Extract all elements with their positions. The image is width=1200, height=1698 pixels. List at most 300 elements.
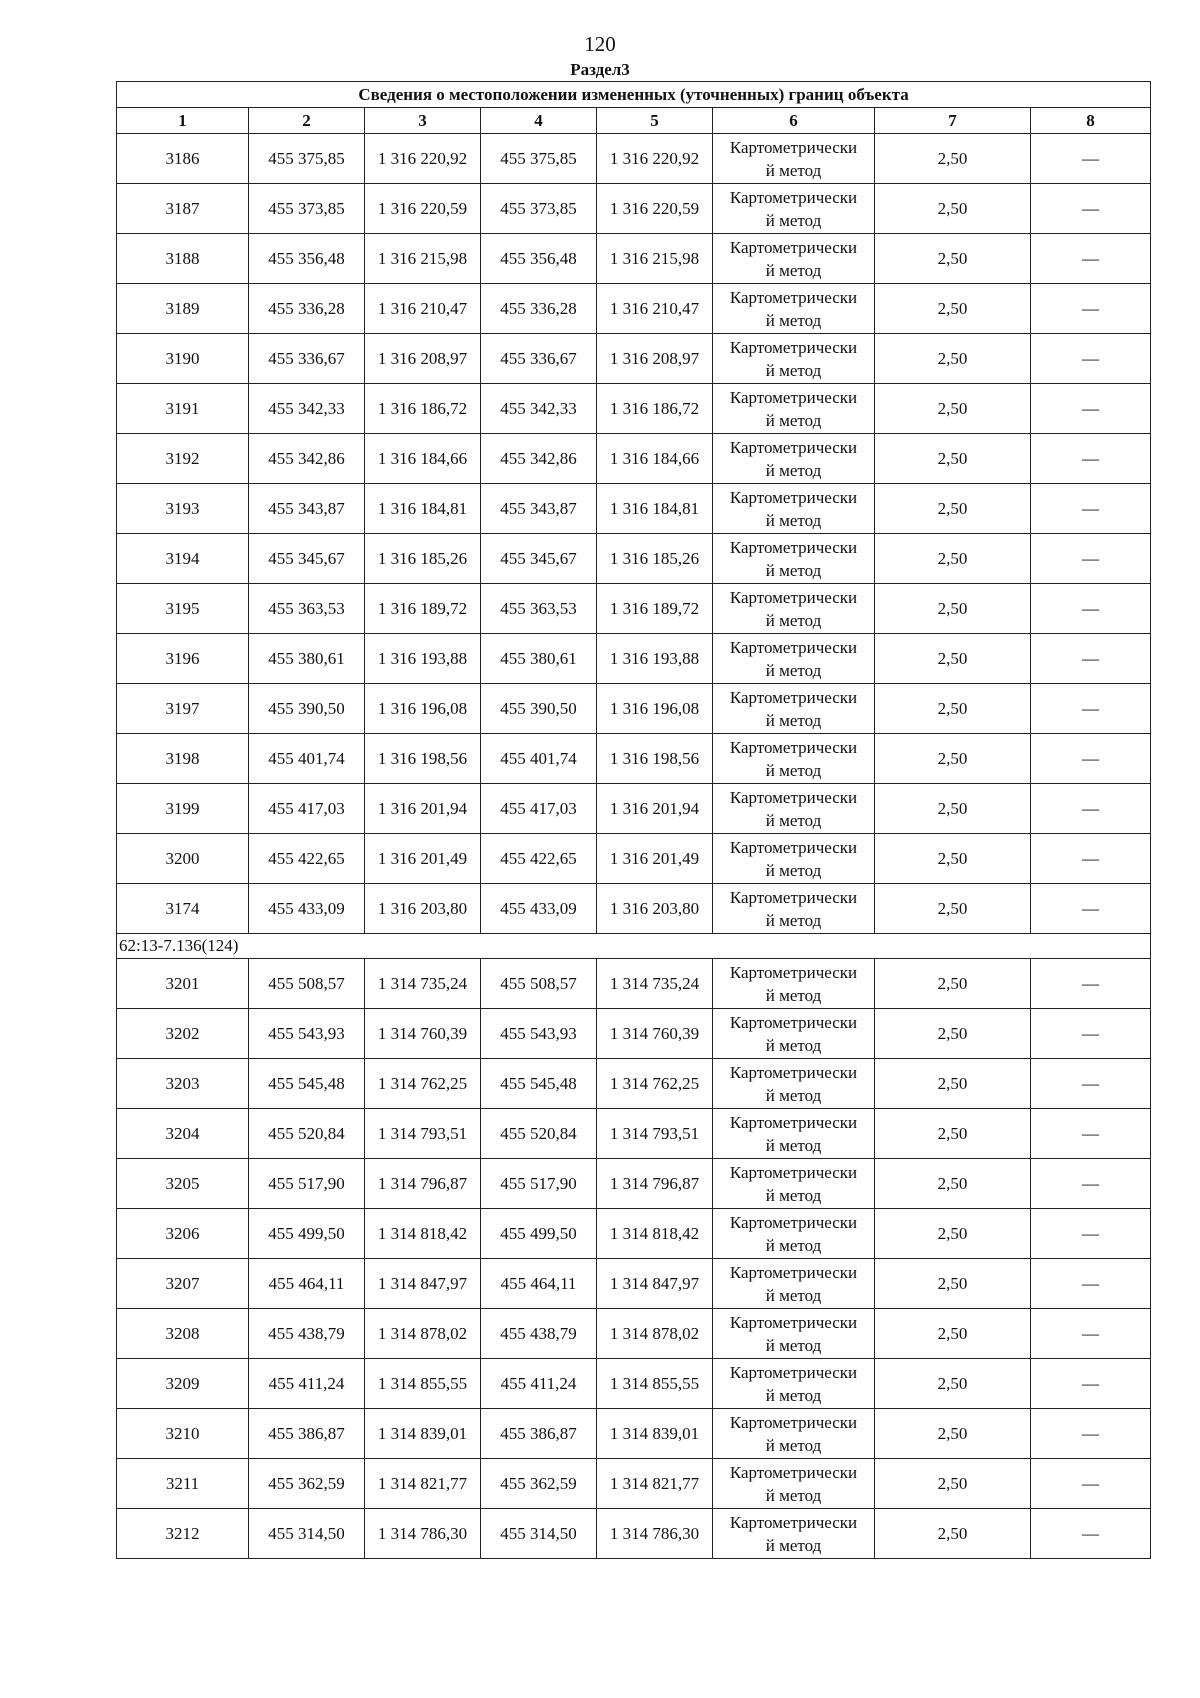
x-coordinate-cell: 455 438,79 bbox=[481, 1309, 597, 1359]
x-coordinate-cell: 455 390,50 bbox=[481, 684, 597, 734]
method-text-line: й метод bbox=[765, 560, 822, 580]
method-text-line: Картометрически bbox=[729, 1062, 858, 1082]
point-number-cell: 3208 bbox=[117, 1309, 249, 1359]
y-coordinate-cell: 1 316 203,80 bbox=[365, 884, 481, 934]
dash-cell: — bbox=[1031, 534, 1151, 584]
precision-cell: 2,50 bbox=[875, 184, 1031, 234]
table-row bbox=[117, 534, 1151, 584]
point-number-cell: 3191 bbox=[117, 384, 249, 434]
x-coordinate-cell: 455 545,48 bbox=[481, 1059, 597, 1109]
table-row bbox=[117, 1309, 1151, 1359]
dash-cell: — bbox=[1031, 959, 1151, 1009]
method-text-line: Картометрически bbox=[729, 237, 858, 257]
x-coordinate-cell: 455 499,50 bbox=[249, 1209, 365, 1259]
section-label: Раздел3 bbox=[570, 60, 630, 79]
x-coordinate-cell: 455 543,93 bbox=[249, 1009, 365, 1059]
table-row bbox=[117, 884, 1151, 934]
x-coordinate-cell: 455 375,85 bbox=[481, 134, 597, 184]
precision-cell: 2,50 bbox=[875, 1459, 1031, 1509]
dash-cell: — bbox=[1031, 384, 1151, 434]
x-coordinate-cell: 455 401,74 bbox=[249, 734, 365, 784]
method-cell bbox=[713, 1009, 875, 1059]
dash-cell: — bbox=[1031, 1459, 1151, 1509]
column-header: 1 bbox=[117, 108, 249, 134]
dash-cell: — bbox=[1031, 184, 1151, 234]
table-caption-row bbox=[117, 82, 1151, 108]
precision-cell: 2,50 bbox=[875, 1109, 1031, 1159]
method-text-line: Картометрически bbox=[729, 1362, 858, 1382]
x-coordinate-cell: 455 342,86 bbox=[481, 434, 597, 484]
table-row bbox=[117, 959, 1151, 1009]
method-text-line: Картометрически bbox=[729, 787, 858, 807]
point-number-cell: 3206 bbox=[117, 1209, 249, 1259]
y-coordinate-cell: 1 314 878,02 bbox=[597, 1309, 713, 1359]
method-text-line: Картометрически bbox=[729, 837, 858, 857]
method-cell bbox=[713, 1109, 875, 1159]
method-text-line: й метод bbox=[765, 360, 822, 380]
dash-cell: — bbox=[1031, 1259, 1151, 1309]
group-label-row bbox=[117, 934, 1151, 959]
y-coordinate-cell: 1 314 786,30 bbox=[597, 1509, 713, 1559]
y-coordinate-cell: 1 314 793,51 bbox=[365, 1109, 481, 1159]
y-coordinate-cell: 1 316 210,47 bbox=[365, 284, 481, 334]
method-text-line: й метод bbox=[765, 910, 822, 930]
x-coordinate-cell: 455 362,59 bbox=[481, 1459, 597, 1509]
x-coordinate-cell: 455 464,11 bbox=[481, 1259, 597, 1309]
method-text-line: Картометрически bbox=[729, 187, 858, 207]
table-row bbox=[117, 1209, 1151, 1259]
x-coordinate-cell: 455 464,11 bbox=[249, 1259, 365, 1309]
x-coordinate-cell: 455 508,57 bbox=[481, 959, 597, 1009]
x-coordinate-cell: 455 545,48 bbox=[249, 1059, 365, 1109]
table-row bbox=[117, 434, 1151, 484]
method-text-line: й метод bbox=[765, 1385, 822, 1405]
x-coordinate-cell: 455 380,61 bbox=[481, 634, 597, 684]
method-cell bbox=[713, 1359, 875, 1409]
x-coordinate-cell: 455 517,90 bbox=[481, 1159, 597, 1209]
dash-cell: — bbox=[1031, 1009, 1151, 1059]
table-row bbox=[117, 1459, 1151, 1509]
x-coordinate-cell: 455 422,65 bbox=[249, 834, 365, 884]
x-coordinate-cell: 455 417,03 bbox=[249, 784, 365, 834]
y-coordinate-cell: 1 314 839,01 bbox=[365, 1409, 481, 1459]
column-header: 3 bbox=[365, 108, 481, 134]
dash-cell: — bbox=[1031, 684, 1151, 734]
precision-cell: 2,50 bbox=[875, 1159, 1031, 1209]
point-number-cell: 3195 bbox=[117, 584, 249, 634]
precision-cell: 2,50 bbox=[875, 1509, 1031, 1559]
y-coordinate-cell: 1 314 793,51 bbox=[597, 1109, 713, 1159]
y-coordinate-cell: 1 314 760,39 bbox=[365, 1009, 481, 1059]
x-coordinate-cell: 455 520,84 bbox=[481, 1109, 597, 1159]
method-text-line: Картометрически bbox=[729, 1012, 858, 1032]
method-text-line: Картометрически bbox=[729, 1312, 858, 1332]
method-cell bbox=[713, 234, 875, 284]
y-coordinate-cell: 1 314 786,30 bbox=[365, 1509, 481, 1559]
y-coordinate-cell: 1 314 847,97 bbox=[597, 1259, 713, 1309]
precision-cell: 2,50 bbox=[875, 284, 1031, 334]
method-text-line: й метод bbox=[765, 1485, 822, 1505]
y-coordinate-cell: 1 314 818,42 bbox=[365, 1209, 481, 1259]
table-row bbox=[117, 1259, 1151, 1309]
y-coordinate-cell: 1 314 762,25 bbox=[365, 1059, 481, 1109]
x-coordinate-cell: 455 517,90 bbox=[249, 1159, 365, 1209]
y-coordinate-cell: 1 316 201,49 bbox=[365, 834, 481, 884]
dash-cell: — bbox=[1031, 1209, 1151, 1259]
x-coordinate-cell: 455 373,85 bbox=[249, 184, 365, 234]
method-text-line: й метод bbox=[765, 810, 822, 830]
method-cell bbox=[713, 1059, 875, 1109]
y-coordinate-cell: 1 316 184,81 bbox=[365, 484, 481, 534]
precision-cell: 2,50 bbox=[875, 534, 1031, 584]
point-number-cell: 3212 bbox=[117, 1509, 249, 1559]
column-header: 5 bbox=[597, 108, 713, 134]
table-row bbox=[117, 834, 1151, 884]
dash-cell: — bbox=[1031, 884, 1151, 934]
method-text-line: Картометрически bbox=[729, 1462, 858, 1482]
method-text-line: Картометрически bbox=[729, 1212, 858, 1232]
y-coordinate-cell: 1 314 821,77 bbox=[597, 1459, 713, 1509]
precision-cell: 2,50 bbox=[875, 1409, 1031, 1459]
method-text-line: й метод bbox=[765, 1535, 822, 1555]
point-number-cell: 3211 bbox=[117, 1459, 249, 1509]
method-text-line: Картометрически bbox=[729, 637, 858, 657]
point-number-cell: 3199 bbox=[117, 784, 249, 834]
x-coordinate-cell: 455 363,53 bbox=[481, 584, 597, 634]
column-header: 2 bbox=[249, 108, 365, 134]
x-coordinate-cell: 455 386,87 bbox=[249, 1409, 365, 1459]
point-number-cell: 3201 bbox=[117, 959, 249, 1009]
precision-cell: 2,50 bbox=[875, 484, 1031, 534]
method-cell bbox=[713, 784, 875, 834]
x-coordinate-cell: 455 411,24 bbox=[481, 1359, 597, 1409]
x-coordinate-cell: 455 336,67 bbox=[249, 334, 365, 384]
y-coordinate-cell: 1 316 220,59 bbox=[365, 184, 481, 234]
method-text-line: й метод bbox=[765, 1335, 822, 1355]
method-text-line: й метод bbox=[765, 1235, 822, 1255]
method-cell bbox=[713, 134, 875, 184]
y-coordinate-cell: 1 314 796,87 bbox=[365, 1159, 481, 1209]
y-coordinate-cell: 1 314 855,55 bbox=[597, 1359, 713, 1409]
method-text-line: й метод bbox=[765, 710, 822, 730]
method-text-line: й метод bbox=[765, 610, 822, 630]
y-coordinate-cell: 1 316 184,81 bbox=[597, 484, 713, 534]
table-row bbox=[117, 484, 1151, 534]
y-coordinate-cell: 1 314 762,25 bbox=[597, 1059, 713, 1109]
y-coordinate-cell: 1 316 210,47 bbox=[597, 284, 713, 334]
y-coordinate-cell: 1 316 208,97 bbox=[597, 334, 713, 384]
precision-cell: 2,50 bbox=[875, 1309, 1031, 1359]
precision-cell: 2,50 bbox=[875, 634, 1031, 684]
method-text-line: Картометрически bbox=[729, 887, 858, 907]
y-coordinate-cell: 1 314 735,24 bbox=[365, 959, 481, 1009]
method-text-line: й метод bbox=[765, 310, 822, 330]
y-coordinate-cell: 1 314 878,02 bbox=[365, 1309, 481, 1359]
precision-cell: 2,50 bbox=[875, 1059, 1031, 1109]
column-header: 6 bbox=[713, 108, 875, 134]
method-text-line: й метод bbox=[765, 1135, 822, 1155]
point-number-cell: 3204 bbox=[117, 1109, 249, 1159]
y-coordinate-cell: 1 316 220,92 bbox=[597, 134, 713, 184]
method-text-line: й метод bbox=[765, 985, 822, 1005]
y-coordinate-cell: 1 316 184,66 bbox=[597, 434, 713, 484]
y-coordinate-cell: 1 316 208,97 bbox=[365, 334, 481, 384]
x-coordinate-cell: 455 356,48 bbox=[249, 234, 365, 284]
method-text-line: Картометрически bbox=[729, 587, 858, 607]
x-coordinate-cell: 455 362,59 bbox=[249, 1459, 365, 1509]
precision-cell: 2,50 bbox=[875, 1259, 1031, 1309]
dash-cell: — bbox=[1031, 1109, 1151, 1159]
page-number: 120 bbox=[584, 32, 616, 56]
method-text-line: й метод bbox=[765, 460, 822, 480]
x-coordinate-cell: 455 433,09 bbox=[481, 884, 597, 934]
method-text-line: й метод bbox=[765, 510, 822, 530]
x-coordinate-cell: 455 499,50 bbox=[481, 1209, 597, 1259]
precision-cell: 2,50 bbox=[875, 884, 1031, 934]
method-cell bbox=[713, 1209, 875, 1259]
point-number-cell: 3190 bbox=[117, 334, 249, 384]
method-cell bbox=[713, 884, 875, 934]
x-coordinate-cell: 455 390,50 bbox=[249, 684, 365, 734]
column-header: 8 bbox=[1031, 108, 1151, 134]
dash-cell: — bbox=[1031, 1159, 1151, 1209]
x-coordinate-cell: 455 411,24 bbox=[249, 1359, 365, 1409]
y-coordinate-cell: 1 314 821,77 bbox=[365, 1459, 481, 1509]
point-number-cell: 3205 bbox=[117, 1159, 249, 1209]
method-text-line: й метод bbox=[765, 1285, 822, 1305]
method-cell bbox=[713, 834, 875, 884]
method-cell bbox=[713, 284, 875, 334]
y-coordinate-cell: 1 314 855,55 bbox=[365, 1359, 481, 1409]
dash-cell: — bbox=[1031, 1359, 1151, 1409]
method-cell bbox=[713, 484, 875, 534]
table-row bbox=[117, 134, 1151, 184]
method-text-line: й метод bbox=[765, 410, 822, 430]
table-row bbox=[117, 734, 1151, 784]
table-row bbox=[117, 634, 1151, 684]
y-coordinate-cell: 1 316 184,66 bbox=[365, 434, 481, 484]
point-number-cell: 3198 bbox=[117, 734, 249, 784]
y-coordinate-cell: 1 316 198,56 bbox=[597, 734, 713, 784]
dash-cell: — bbox=[1031, 734, 1151, 784]
precision-cell: 2,50 bbox=[875, 734, 1031, 784]
y-coordinate-cell: 1 316 186,72 bbox=[365, 384, 481, 434]
method-cell bbox=[713, 634, 875, 684]
method-text-line: й метод bbox=[765, 1035, 822, 1055]
y-coordinate-cell: 1 316 215,98 bbox=[365, 234, 481, 284]
precision-cell: 2,50 bbox=[875, 234, 1031, 284]
x-coordinate-cell: 455 356,48 bbox=[481, 234, 597, 284]
method-cell bbox=[713, 959, 875, 1009]
y-coordinate-cell: 1 314 796,87 bbox=[597, 1159, 713, 1209]
point-number-cell: 3192 bbox=[117, 434, 249, 484]
point-number-cell: 3197 bbox=[117, 684, 249, 734]
method-text-line: Картометрически bbox=[729, 487, 858, 507]
column-header: 7 bbox=[875, 108, 1031, 134]
table-row bbox=[117, 1409, 1151, 1459]
table-row bbox=[117, 184, 1151, 234]
method-text-line: Картометрически bbox=[729, 1112, 858, 1132]
table-caption: Сведения о местоположении измененных (уточненных) границ объекта bbox=[117, 82, 1151, 108]
table-row bbox=[117, 584, 1151, 634]
method-text-line: Картометрически bbox=[729, 1512, 858, 1532]
y-coordinate-cell: 1 314 760,39 bbox=[597, 1009, 713, 1059]
table-row bbox=[117, 1359, 1151, 1409]
group-label: 62:13-7.136(124) bbox=[117, 934, 1151, 959]
x-coordinate-cell: 455 314,50 bbox=[249, 1509, 365, 1559]
method-cell bbox=[713, 734, 875, 784]
y-coordinate-cell: 1 314 847,97 bbox=[365, 1259, 481, 1309]
table-row bbox=[117, 1159, 1151, 1209]
method-text-line: й метод bbox=[765, 660, 822, 680]
y-coordinate-cell: 1 316 220,59 bbox=[597, 184, 713, 234]
dash-cell: — bbox=[1031, 834, 1151, 884]
x-coordinate-cell: 455 433,09 bbox=[249, 884, 365, 934]
precision-cell: 2,50 bbox=[875, 1009, 1031, 1059]
x-coordinate-cell: 455 520,84 bbox=[249, 1109, 365, 1159]
method-text-line: й метод bbox=[765, 160, 822, 180]
precision-cell: 2,50 bbox=[875, 584, 1031, 634]
x-coordinate-cell: 455 343,87 bbox=[249, 484, 365, 534]
table-row bbox=[117, 1109, 1151, 1159]
y-coordinate-cell: 1 316 185,26 bbox=[597, 534, 713, 584]
method-cell bbox=[713, 1459, 875, 1509]
dash-cell: — bbox=[1031, 484, 1151, 534]
method-cell bbox=[713, 1309, 875, 1359]
y-coordinate-cell: 1 314 839,01 bbox=[597, 1409, 713, 1459]
point-number-cell: 3187 bbox=[117, 184, 249, 234]
method-text-line: й метод bbox=[765, 210, 822, 230]
x-coordinate-cell: 455 438,79 bbox=[249, 1309, 365, 1359]
method-text-line: й метод bbox=[765, 1185, 822, 1205]
y-coordinate-cell: 1 316 189,72 bbox=[597, 584, 713, 634]
method-text-line: Картометрически bbox=[729, 437, 858, 457]
method-text-line: Картометрически bbox=[729, 387, 858, 407]
y-coordinate-cell: 1 316 186,72 bbox=[597, 384, 713, 434]
dash-cell: — bbox=[1031, 1309, 1151, 1359]
method-cell bbox=[713, 1259, 875, 1309]
dash-cell: — bbox=[1031, 584, 1151, 634]
dash-cell: — bbox=[1031, 334, 1151, 384]
point-number-cell: 3209 bbox=[117, 1359, 249, 1409]
x-coordinate-cell: 455 342,86 bbox=[249, 434, 365, 484]
y-coordinate-cell: 1 316 198,56 bbox=[365, 734, 481, 784]
method-text-line: й метод bbox=[765, 1435, 822, 1455]
point-number-cell: 3189 bbox=[117, 284, 249, 334]
method-cell bbox=[713, 334, 875, 384]
method-cell bbox=[713, 584, 875, 634]
x-coordinate-cell: 455 336,28 bbox=[249, 284, 365, 334]
point-number-cell: 3193 bbox=[117, 484, 249, 534]
x-coordinate-cell: 455 342,33 bbox=[249, 384, 365, 434]
method-cell bbox=[713, 534, 875, 584]
method-cell bbox=[713, 384, 875, 434]
precision-cell: 2,50 bbox=[875, 834, 1031, 884]
x-coordinate-cell: 455 401,74 bbox=[481, 734, 597, 784]
precision-cell: 2,50 bbox=[875, 1359, 1031, 1409]
dash-cell: — bbox=[1031, 234, 1151, 284]
y-coordinate-cell: 1 316 196,08 bbox=[597, 684, 713, 734]
y-coordinate-cell: 1 316 185,26 bbox=[365, 534, 481, 584]
precision-cell: 2,50 bbox=[875, 134, 1031, 184]
dash-cell: — bbox=[1031, 1059, 1151, 1109]
y-coordinate-cell: 1 314 735,24 bbox=[597, 959, 713, 1009]
point-number-cell: 3194 bbox=[117, 534, 249, 584]
x-coordinate-cell: 455 345,67 bbox=[249, 534, 365, 584]
method-cell bbox=[713, 184, 875, 234]
method-text-line: Картометрически bbox=[729, 287, 858, 307]
precision-cell: 2,50 bbox=[875, 784, 1031, 834]
x-coordinate-cell: 455 314,50 bbox=[481, 1509, 597, 1559]
table-row bbox=[117, 784, 1151, 834]
dash-cell: — bbox=[1031, 784, 1151, 834]
point-number-cell: 3202 bbox=[117, 1009, 249, 1059]
precision-cell: 2,50 bbox=[875, 334, 1031, 384]
method-text-line: Картометрически bbox=[729, 737, 858, 757]
point-number-cell: 3200 bbox=[117, 834, 249, 884]
table-row bbox=[117, 334, 1151, 384]
precision-cell: 2,50 bbox=[875, 959, 1031, 1009]
method-text-line: й метод bbox=[765, 860, 822, 880]
method-text-line: й метод bbox=[765, 260, 822, 280]
point-number-cell: 3186 bbox=[117, 134, 249, 184]
precision-cell: 2,50 bbox=[875, 434, 1031, 484]
x-coordinate-cell: 455 336,67 bbox=[481, 334, 597, 384]
method-cell bbox=[713, 1409, 875, 1459]
point-number-cell: 3174 bbox=[117, 884, 249, 934]
method-text-line: Картометрически bbox=[729, 687, 858, 707]
method-text-line: Картометрически bbox=[729, 962, 858, 982]
y-coordinate-cell: 1 316 201,94 bbox=[365, 784, 481, 834]
precision-cell: 2,50 bbox=[875, 384, 1031, 434]
table-header-row bbox=[117, 108, 1151, 134]
method-text-line: Картометрически bbox=[729, 137, 858, 157]
table-row bbox=[117, 384, 1151, 434]
x-coordinate-cell: 455 386,87 bbox=[481, 1409, 597, 1459]
x-coordinate-cell: 455 345,67 bbox=[481, 534, 597, 584]
x-coordinate-cell: 455 508,57 bbox=[249, 959, 365, 1009]
precision-cell: 2,50 bbox=[875, 684, 1031, 734]
x-coordinate-cell: 455 380,61 bbox=[249, 634, 365, 684]
method-text-line: Картометрически bbox=[729, 1162, 858, 1182]
method-cell bbox=[713, 1509, 875, 1559]
x-coordinate-cell: 455 417,03 bbox=[481, 784, 597, 834]
y-coordinate-cell: 1 316 215,98 bbox=[597, 234, 713, 284]
boundary-coordinates-table bbox=[116, 81, 1151, 1559]
x-coordinate-cell: 455 336,28 bbox=[481, 284, 597, 334]
point-number-cell: 3210 bbox=[117, 1409, 249, 1459]
dash-cell: — bbox=[1031, 1509, 1151, 1559]
y-coordinate-cell: 1 316 193,88 bbox=[365, 634, 481, 684]
y-coordinate-cell: 1 316 193,88 bbox=[597, 634, 713, 684]
dash-cell: — bbox=[1031, 134, 1151, 184]
x-coordinate-cell: 455 373,85 bbox=[481, 184, 597, 234]
point-number-cell: 3196 bbox=[117, 634, 249, 684]
x-coordinate-cell: 455 343,87 bbox=[481, 484, 597, 534]
point-number-cell: 3207 bbox=[117, 1259, 249, 1309]
table-row bbox=[117, 1009, 1151, 1059]
table-row bbox=[117, 1059, 1151, 1109]
method-text-line: Картометрически bbox=[729, 1262, 858, 1282]
table-row bbox=[117, 684, 1151, 734]
dash-cell: — bbox=[1031, 434, 1151, 484]
method-text-line: Картометрически bbox=[729, 537, 858, 557]
x-coordinate-cell: 455 543,93 bbox=[481, 1009, 597, 1059]
x-coordinate-cell: 455 375,85 bbox=[249, 134, 365, 184]
y-coordinate-cell: 1 314 818,42 bbox=[597, 1209, 713, 1259]
y-coordinate-cell: 1 316 196,08 bbox=[365, 684, 481, 734]
method-text-line: Картометрически bbox=[729, 337, 858, 357]
